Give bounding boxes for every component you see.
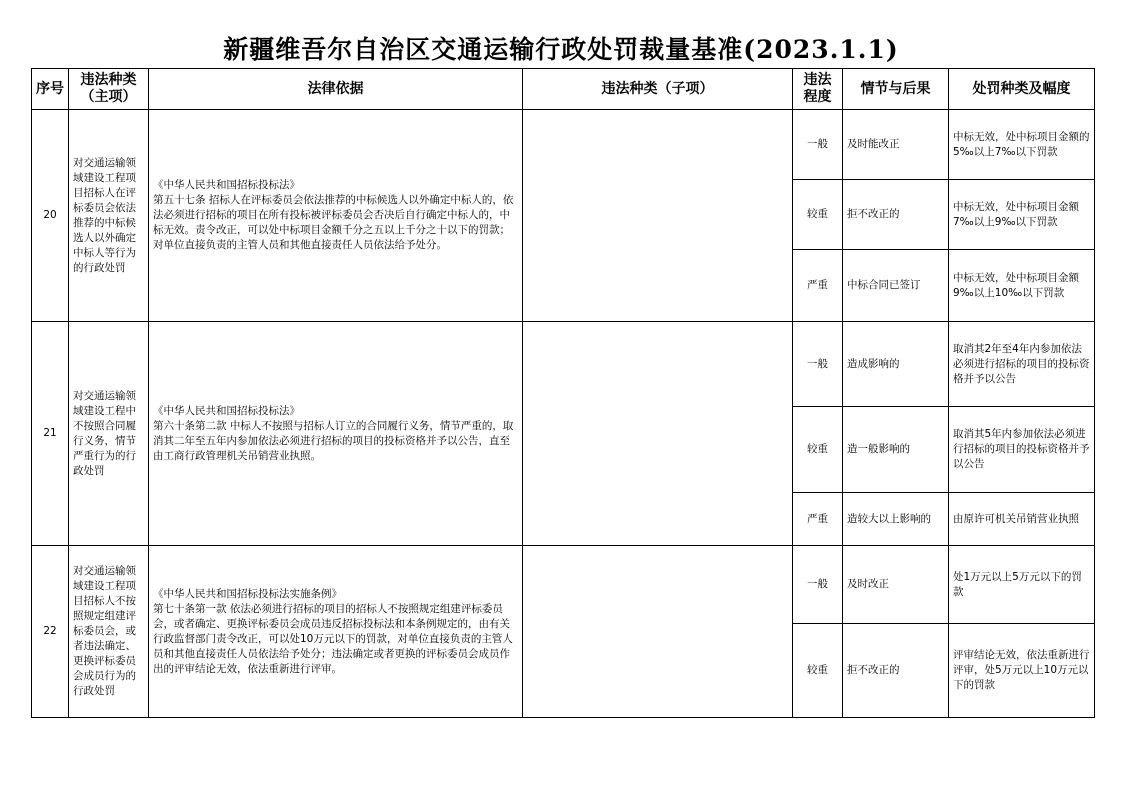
penalty-cell: 中标无效，处中标项目金额7‰以上9‰以下罚款 — [949, 180, 1095, 250]
legal-basis-cell: 《中华人民共和国招标投标法》 第五十七条 招标人在评标委员会依法推荐的中标候选人以外确定中标人的，依法必须进行招标的项目在所有投标被评标委员会否决后自行确定中标人的，中标无效。责令改正，可以处中标项目金额千分之五以上千分之十以下的罚款；对单位直接负责的主管人员和其他直接责任人员依法给予处分。 — [149, 110, 523, 322]
table-row — [32, 546, 1095, 624]
seq-cell: 21 — [32, 322, 69, 546]
circumstance-cell: 拒不改正的 — [843, 180, 949, 250]
degree-cell: 一般 — [793, 322, 843, 407]
circumstance-cell: 及时改正 — [843, 546, 949, 624]
circumstance-cell: 造成影响的 — [843, 322, 949, 407]
seq-cell: 20 — [32, 110, 69, 322]
penalty-cell: 评审结论无效，依法重新进行评审，处5万元以上10万元以下的罚款 — [949, 624, 1095, 718]
main-type-cell: 对交通运输领域建设工程项目招标人不按照规定组建评标委员会，或者违法确定、更换评标委员会成员行为的行政处罚 — [69, 546, 149, 718]
degree-cell: 较重 — [793, 624, 843, 718]
penalty-table — [31, 68, 1095, 718]
header-sub-type: 违法种类（子项） — [523, 69, 793, 110]
degree-cell: 严重 — [793, 250, 843, 322]
circumstance-cell: 造较大以上影响的 — [843, 493, 949, 546]
table-row — [32, 322, 1095, 407]
table-row — [32, 110, 1095, 180]
circumstance-cell: 及时能改正 — [843, 110, 949, 180]
circumstance-cell: 拒不改正的 — [843, 624, 949, 718]
penalty-cell: 取消其2年至4年内参加依法必须进行招标的项目的投标资格并予以公告 — [949, 322, 1095, 407]
penalty-cell: 中标无效，处中标项目金额9‰以上10‰以下罚款 — [949, 250, 1095, 322]
penalty-cell: 中标无效，处中标项目金额的5‰以上7‰以下罚款 — [949, 110, 1095, 180]
legal-basis-cell: 《中华人民共和国招标投标法实施条例》 第七十条第一款 依法必须进行招标的项目的招标人不按照规定组建评标委员会，或者确定、更换评标委员会成员违反招标投标法和本条例规定的，由有关行政监督部门责令改正，可以处10万元以下的罚款，对单位直接负责的主管人员和其他直接责任人员依法给予处分；违法确定或者更换的评标委员会成员作出的评审结论无效，依法重新进行评审。 — [149, 546, 523, 718]
circumstance-cell: 中标合同已签订 — [843, 250, 949, 322]
header-seq: 序号 — [32, 69, 69, 110]
penalty-cell: 取消其5年内参加依法必须进行招标的项目的投标资格并予以公告 — [949, 407, 1095, 493]
header-main-type: 违法种类 （主项） — [69, 69, 149, 110]
seq-cell: 22 — [32, 546, 69, 718]
degree-cell: 较重 — [793, 180, 843, 250]
header-circumstance: 情节与后果 — [843, 69, 949, 110]
header-penalty: 处罚种类及幅度 — [949, 69, 1095, 110]
page-title: 新疆维吾尔自治区交通运输行政处罚裁量基准(2023.1.1) — [223, 35, 899, 64]
sub-type-cell — [523, 322, 793, 546]
circumstance-cell: 造一般影响的 — [843, 407, 949, 493]
sub-type-cell — [523, 546, 793, 718]
penalty-cell: 由原许可机关吊销营业执照 — [949, 493, 1095, 546]
header-legal-basis: 法律依据 — [149, 69, 523, 110]
degree-cell: 严重 — [793, 493, 843, 546]
degree-cell: 一般 — [793, 546, 843, 624]
header-degree: 违法 程度 — [793, 69, 843, 110]
main-type-cell: 对交通运输领域建设工程项目招标人在评标委员会依法推荐的中标候选人以外确定中标人等行为的行政处罚 — [69, 110, 149, 322]
degree-cell: 较重 — [793, 407, 843, 493]
main-type-cell: 对交通运输领域建设工程中不按照合同履行义务，情节严重行为的行政处罚 — [69, 322, 149, 546]
sub-type-cell — [523, 110, 793, 322]
penalty-cell: 处1万元以上5万元以下的罚款 — [949, 546, 1095, 624]
degree-cell: 一般 — [793, 110, 843, 180]
header-row — [32, 69, 1095, 110]
legal-basis-cell: 《中华人民共和国招标投标法》 第六十条第二款 中标人不按照与招标人订立的合同履行义务，情节严重的，取消其二年至五年内参加依法必须进行招标的项目的投标资格并予以公告，直至由工商行政管理机关吊销营业执照。 — [149, 322, 523, 546]
